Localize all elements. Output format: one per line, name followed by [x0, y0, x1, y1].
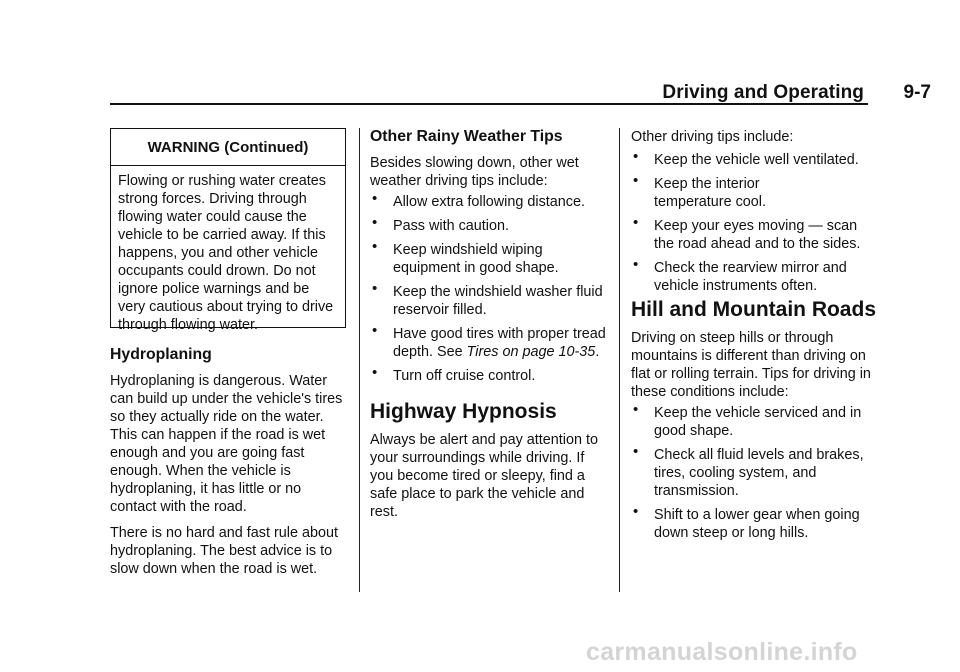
- column-divider-right: [619, 128, 620, 592]
- list-item: • Keep windshield wiping equipment in good shape.: [370, 241, 612, 277]
- hydroplaning-body: [110, 372, 350, 578]
- hill-mountain-heading: Hill and Mountain Roads: [631, 298, 876, 321]
- tires-reference-link[interactable]: Tires on page 10-35: [466, 344, 596, 360]
- watermark: carmanualsonline.info: [586, 638, 858, 666]
- column-divider-left: [359, 128, 360, 592]
- list-item: • Allow extra following distance.: [370, 193, 612, 211]
- hydroplaning-heading: Hydroplaning: [110, 346, 212, 363]
- list-item: • Pass with caution.: [370, 217, 612, 235]
- list-item: • Check the rearview mirror and vehicle instruments often.: [631, 259, 873, 295]
- page-number: 9-7: [903, 82, 931, 103]
- rainy-tips-heading: Other Rainy Weather Tips: [370, 128, 563, 145]
- hill-mountain-intro: Driving on steep hills or through mountains is different than driving on flat or rolling terrain. Tips for driving in these conditions include:: [631, 330, 871, 400]
- warning-box: [110, 128, 346, 333]
- list-item: • Keep your eyes moving — scan the road ahead and to the sides.: [631, 217, 873, 253]
- header-divider: [110, 103, 868, 105]
- list-item: • Have good tires with proper tread depth. See Tires on page 10-35.: [370, 325, 612, 361]
- section-title: Driving and Operating: [662, 82, 864, 103]
- warning-heading: WARNING (Continued): [111, 129, 345, 166]
- highway-hypnosis-heading: Highway Hypnosis: [370, 400, 557, 423]
- list-item: • Keep the vehicle well ventilated.: [631, 151, 873, 169]
- other-tips-intro: Other driving tips include:: [631, 129, 794, 145]
- list-item: • Keep the windshield washer fluid reservoir filled.: [370, 283, 612, 319]
- list-item: • Shift to a lower gear when going down steep or long hills.: [631, 506, 873, 542]
- list-item: • Keep the vehicle serviced and in good shape.: [631, 404, 873, 440]
- other-tips-list: [631, 151, 873, 295]
- highway-hypnosis-text: Always be alert and pay attention to your surroundings while driving. If you become tired or sleepy, find a safe place to park the vehicle and rest.: [370, 432, 598, 520]
- rainy-tips-list: [370, 193, 612, 385]
- hydroplaning-paragraph-2: There is no hard and fast rule about hydroplaning. The best advice is to slow down when the road is wet.: [110, 525, 338, 577]
- list-item: • Keep the interior temperature cool.: [631, 175, 873, 211]
- rainy-tips-intro: Besides slowing down, other wet weather driving tips include:: [370, 155, 579, 189]
- warning-text: Flowing or rushing water creates strong forces. Driving through flowing water could cause the vehicle to be carried away. If this happens, you and other vehicle occupants could drown. Do not ignore police warnings and be very cautious about trying to drive through flowing water.: [118, 173, 334, 333]
- hill-mountain-list: [631, 404, 873, 542]
- list-item: • Check all fluid levels and brakes, tires, cooling system, and transmission.: [631, 446, 873, 500]
- hydroplaning-paragraph-1: Hydroplaning is dangerous. Water can build up under the vehicle's tires so they actually ride on the water. This can happen if the road is wet enough and you are going fast enough. When the vehicle is hydroplaning, it has little or no contact with the road.: [110, 373, 343, 515]
- list-item: • Turn off cruise control.: [370, 367, 612, 385]
